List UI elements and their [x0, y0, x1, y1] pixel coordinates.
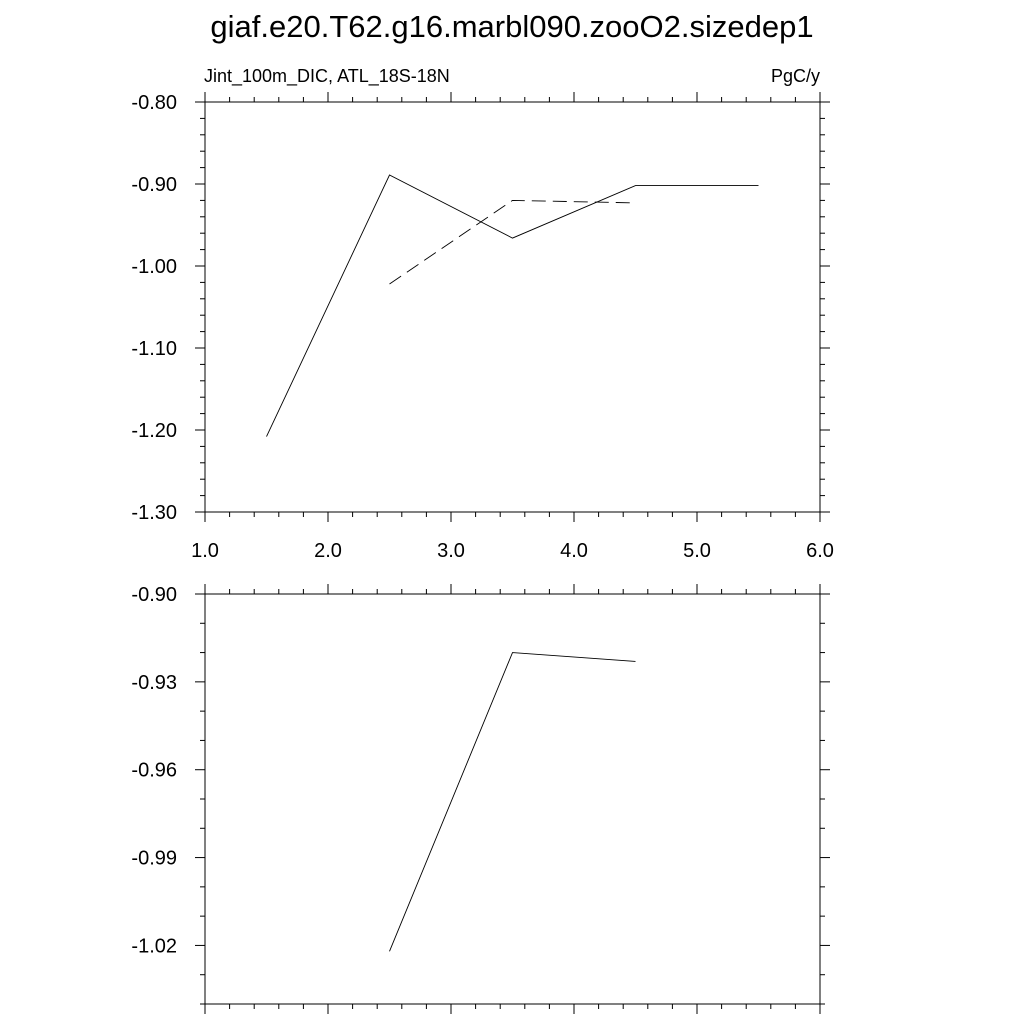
- x-tick-label: 3.0: [437, 540, 465, 562]
- y-tick-label: -0.80: [131, 92, 177, 114]
- y-tick-label: -1.02: [131, 935, 177, 958]
- y-tick-label: -1.10: [131, 338, 177, 360]
- y-tick-label: -0.93: [131, 671, 177, 694]
- units-label: PgC/y: [770, 66, 820, 86]
- top-left-label: Jint_100m_DIC, ATL_18S-18N: [204, 66, 450, 86]
- bottom-panel: [131, 584, 830, 1014]
- x-tick-label: 6.0: [806, 540, 834, 562]
- series-line-solid: [390, 653, 636, 952]
- x-tick-label: 5.0: [683, 540, 711, 562]
- plot-frame: [205, 102, 820, 512]
- y-tick-label: -1.30: [131, 502, 177, 524]
- y-tick-label: -1.20: [131, 420, 177, 442]
- x-tick-label: 1.0: [191, 540, 219, 562]
- y-tick-label: -0.90: [131, 584, 177, 606]
- top-panel: [131, 66, 834, 562]
- plot-frame: [205, 594, 820, 1004]
- y-tick-label: -1.00: [131, 256, 177, 278]
- y-tick-label: -0.96: [131, 759, 177, 782]
- y-tick-label: -0.90: [131, 174, 177, 196]
- x-tick-label: 2.0: [314, 540, 342, 562]
- x-tick-label: 4.0: [560, 540, 588, 562]
- y-tick-label: -0.99: [131, 847, 177, 870]
- series-line-dashed: [390, 200, 636, 284]
- chart-title: giaf.e20.T62.g16.marbl090.zooO2.sizedep1: [210, 9, 814, 44]
- series-line-solid: [267, 175, 759, 437]
